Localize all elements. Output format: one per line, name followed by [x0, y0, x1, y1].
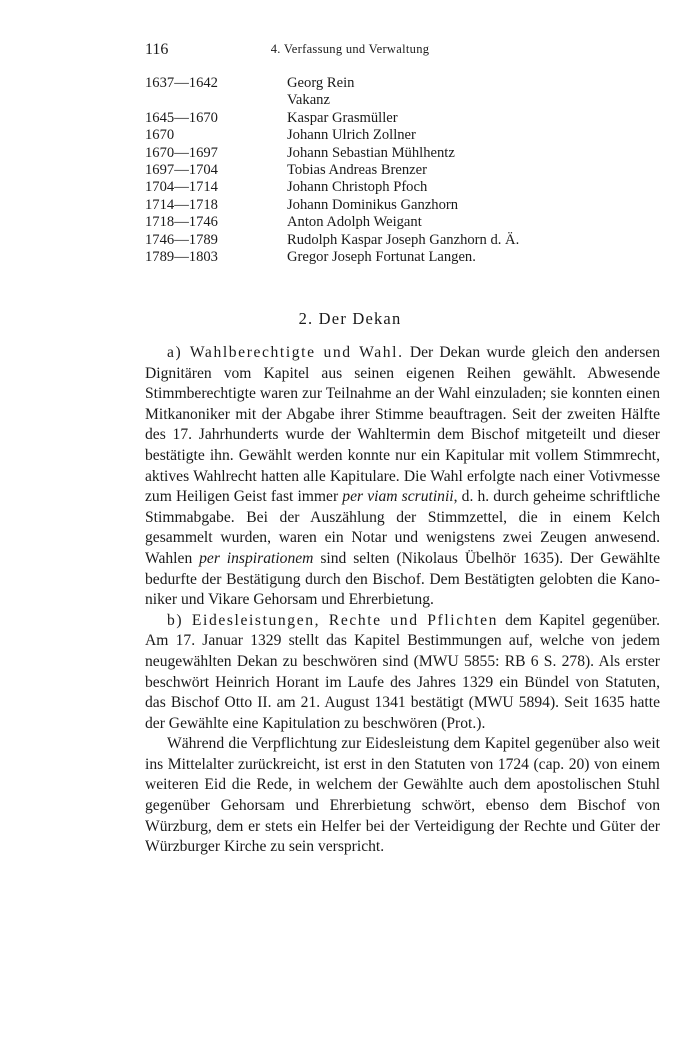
body-text — [145, 343, 660, 858]
list-item — [145, 127, 665, 144]
list-item-name: Tobias Andreas Brenzer — [287, 161, 428, 178]
paragraph-lead: a) Wahlberechtigte und Wahl. — [167, 344, 404, 361]
list-item — [145, 110, 665, 127]
list-item — [145, 249, 665, 266]
paragraph-election — [145, 343, 660, 611]
paragraph-text: Während die Verpflichtung zur Eidesleistung dem Kapitel gegenüber also weit ins Mittelalter zurückreicht, ist erst in den Statuten von 1724 (cap. 20) von einem weiteren Eid die Rede, in welchem der Gewählte auch dem apostolischen Stuhl gegenüber Gehorsam und Ehrerbietung schwört, ebenso dem Bischof von Würzburg, dem er stets ein Helfer bei der Verteidigung der Rechte und Güter der Würzburger Kirche zu sein verspricht. — [145, 735, 660, 856]
list-item-years: 1637—1642 — [145, 75, 218, 91]
list-item-name: Rudolph Kaspar Joseph Ganzhorn d. Ä. — [287, 231, 520, 248]
paragraph-oaths — [145, 611, 660, 735]
list-item-years: 1697—1704 — [145, 161, 218, 178]
list-item-years: 1714—1718 — [145, 196, 218, 213]
running-head: 4. Verfassung und Verwaltung — [270, 42, 430, 56]
list-item — [145, 232, 665, 249]
list-item-name: Vakanz — [287, 92, 330, 109]
list-item-name: Gregor Joseph Fortunat Langen. — [287, 248, 476, 265]
list-item-years: 1704—1714 — [145, 179, 218, 196]
list-item-years: 1746—1789 — [145, 231, 218, 248]
list-item-name: Johann Dominikus Ganzhorn — [287, 196, 459, 213]
latin-term: per inspirationem — [199, 549, 314, 567]
list-item-name: Anton Adolph Weigant — [287, 214, 422, 231]
list-item-years: 1670 — [145, 127, 175, 144]
list-item — [145, 214, 665, 231]
paragraph-text: Der Dekan wurde gleich den andersen Dignitären vom Kapitel aus seinen eigenen Reihen gewählt. Abwesende Stimmberechtigte waren zur Teilnahme an der Wahl einzuladen; sie konnten einen Mitkanoniker mit der Abgabe ihrer Stimme beauftragen. Seit der zweiten Hälfte des 17. Jahrhunderts wurde der Wahltermin dem Bischof mitgeteilt und dieser bestätigte ihn. Gewählt werden konnte nur ein Kapitular mit vollem Stimmrecht, aktives Wahlrecht hatten alle Kapitulare. Die Wahl erfolgte nach einer Votivmesse zum Heiligen Geist fast immer — [145, 344, 661, 506]
paragraph-text: sind selten (Nikolaus Übelhör 1635). Der Gewählte bedurfte der Bestätigung durch den Bischof. Dem Bestätigten gelobten die Kanoniker und Vikare Gehorsam und Ehrerbietung. — [145, 549, 660, 609]
latin-term: per viam scrutinii — [342, 488, 454, 506]
list-item — [145, 179, 665, 196]
list-item-years: 1670—1697 — [145, 144, 218, 161]
paragraph-statutes — [145, 734, 660, 858]
list-item-name: Johann Ulrich Zollner — [287, 127, 416, 144]
list-item — [145, 75, 665, 92]
list-item-years: 1718—1746 — [145, 214, 218, 231]
section-heading: 2. Der Dekan — [298, 309, 402, 328]
list-item — [145, 145, 665, 162]
paragraph-text: dem Kapitel gegenüber. Am 17. Januar 1329 stellt das Kapitel Bestimmungen auf, welche von jedem neugewählten Dekan zu beschwören sind (MWU 5855: RB 6 S. 278). Als erster beschwört Heinrich Horant im Laufe des Jahres 1329 ein Bündel von Statuten, das Bischof Otto II. am 21. August 1341 bestätigt (MWU 5894). Seit 1635 hatte der Gewählte eine Kapitulation zu beschwören (Prot.). — [145, 611, 660, 732]
list-item-name: Georg Rein — [287, 75, 355, 91]
list-item — [145, 162, 665, 179]
list-item — [145, 197, 665, 214]
paragraph-text: , d. h. durch geheime schriftliche Stimmabgabe. Bei der Auszählung der Stimmzettel, die in einem Kelch gesammelt wurden, waren ein Notar und wenigstens zwei Zeugen anwesend. Wahlen — [145, 488, 660, 567]
dean-list — [145, 75, 665, 266]
list-item-name: Johann Christoph Pfoch — [287, 179, 428, 196]
list-item-name: Johann Sebastian Mühlhentz — [287, 144, 455, 161]
page-number: 116 — [145, 41, 169, 58]
list-item-name: Kaspar Grasmüller — [287, 109, 398, 126]
list-item-years — [145, 92, 287, 109]
list-item — [145, 92, 665, 109]
list-item-years: 1789—1803 — [145, 248, 218, 265]
list-item-years: 1645—1670 — [145, 109, 218, 126]
paragraph-lead: b) Eidesleistungen, Rechte und Pflichten — [167, 611, 498, 629]
